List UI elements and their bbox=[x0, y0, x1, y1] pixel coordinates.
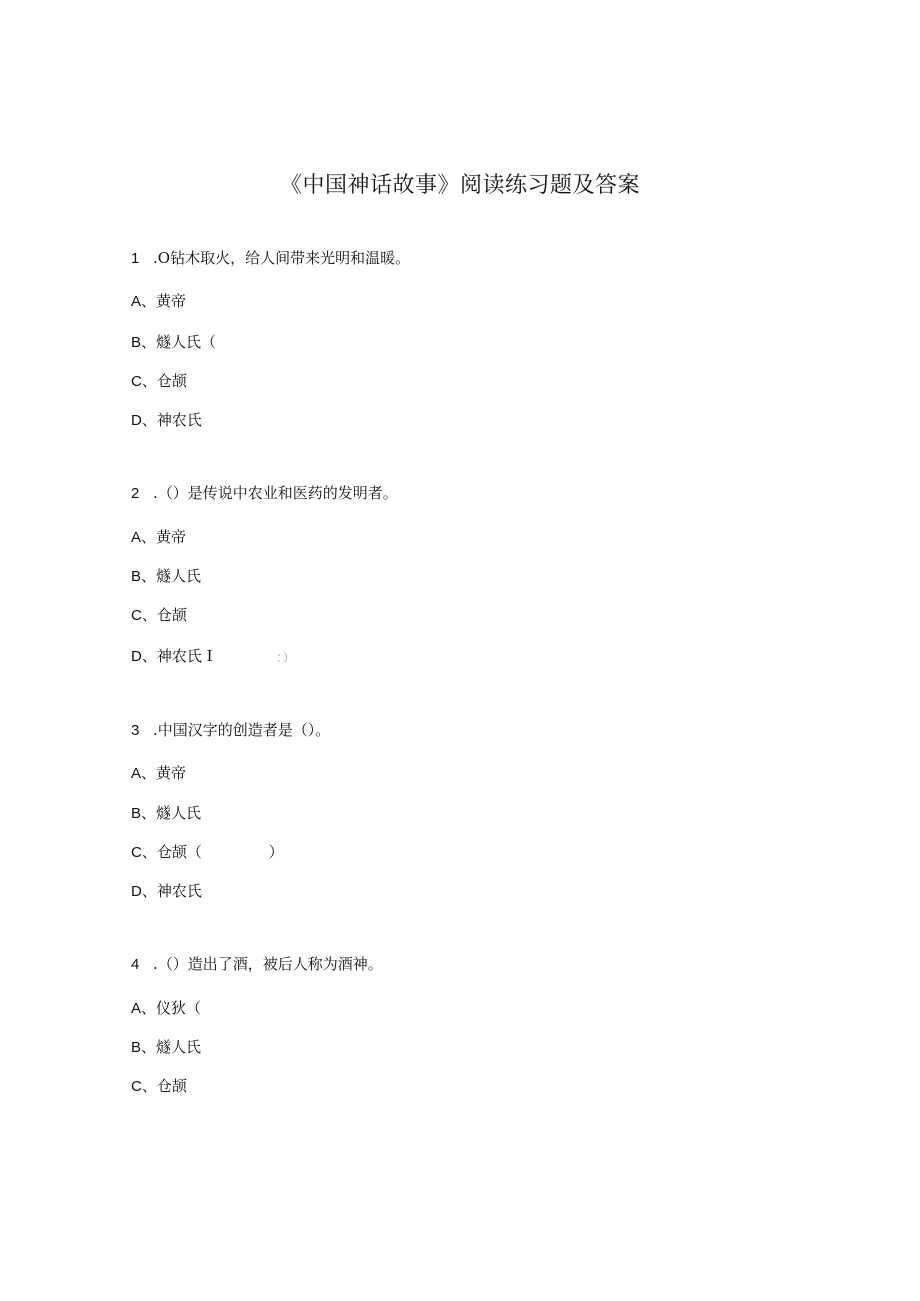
option-4a bbox=[131, 997, 201, 1020]
question-number: 3 bbox=[131, 722, 140, 739]
option-text: 、仪狄（ bbox=[141, 999, 202, 1017]
question-4 bbox=[131, 953, 383, 976]
option-text: 、仓颉 bbox=[141, 606, 187, 624]
option-letter: D bbox=[131, 648, 142, 665]
option-text: 、神农氏 I bbox=[141, 647, 213, 665]
option-4b bbox=[131, 1036, 201, 1059]
question-number: 4 bbox=[131, 956, 140, 973]
option-text: 、黄帝 bbox=[141, 292, 187, 310]
option-text: 、燧人氏 bbox=[141, 804, 202, 822]
option-text: 、燧人氏 bbox=[141, 567, 202, 585]
question-3 bbox=[131, 719, 330, 742]
option-3b bbox=[131, 802, 201, 825]
option-text: 、燧人氏 bbox=[141, 1038, 202, 1056]
option-letter: B bbox=[131, 334, 142, 351]
option-3c bbox=[131, 841, 284, 864]
option-letter: B bbox=[131, 805, 142, 822]
option-text: 、神农氏 bbox=[141, 411, 202, 429]
option-letter: A bbox=[131, 1000, 142, 1017]
option-text: 、神农氏 bbox=[141, 882, 202, 900]
option-1c bbox=[131, 370, 187, 393]
option-letter: A bbox=[131, 293, 142, 310]
option-text: 、燧人氏（ bbox=[141, 333, 217, 351]
option-1a bbox=[131, 290, 186, 313]
question-text: .O钻木取火，给人间带来光明和温暖。 bbox=[153, 249, 411, 267]
option-1d bbox=[131, 409, 202, 432]
question-2 bbox=[131, 482, 398, 505]
option-2c bbox=[131, 604, 187, 627]
option-letter: D bbox=[131, 412, 142, 429]
question-1 bbox=[131, 247, 410, 270]
option-text: 、黄帝 bbox=[141, 764, 187, 782]
option-letter: C bbox=[131, 607, 142, 624]
option-text: 、仓颉（ ） bbox=[141, 843, 284, 861]
option-3d bbox=[131, 880, 202, 903]
option-letter: B bbox=[131, 568, 142, 585]
option-letter: B bbox=[131, 1039, 142, 1056]
option-4c bbox=[131, 1075, 187, 1098]
option-letter: D bbox=[131, 883, 142, 900]
option-letter: C bbox=[131, 1078, 142, 1095]
option-text: 、仓颉 bbox=[141, 372, 187, 390]
question-text: .中国汉字的创造者是（）。 bbox=[153, 721, 331, 739]
option-text: 、黄帝 bbox=[141, 528, 187, 546]
option-letter: A bbox=[131, 765, 142, 782]
option-2a bbox=[131, 526, 186, 549]
option-letter: C bbox=[131, 373, 142, 390]
question-text: .（）造出了酒，被后人称为酒神。 bbox=[153, 955, 383, 973]
answer-mark: ：） bbox=[276, 651, 296, 666]
question-number: 1 bbox=[131, 250, 140, 267]
option-letter: C bbox=[131, 844, 142, 861]
option-2d bbox=[131, 645, 213, 668]
page-title: 《中国神话故事》阅读练习题及答案 bbox=[279, 173, 640, 198]
option-1b bbox=[131, 331, 216, 354]
option-letter: A bbox=[131, 529, 142, 546]
question-number: 2 bbox=[131, 485, 140, 502]
option-2b bbox=[131, 565, 201, 588]
option-3a bbox=[131, 762, 186, 785]
question-text: .（）是传说中农业和医药的发明者。 bbox=[153, 484, 398, 502]
option-text: 、仓颉 bbox=[141, 1077, 187, 1095]
